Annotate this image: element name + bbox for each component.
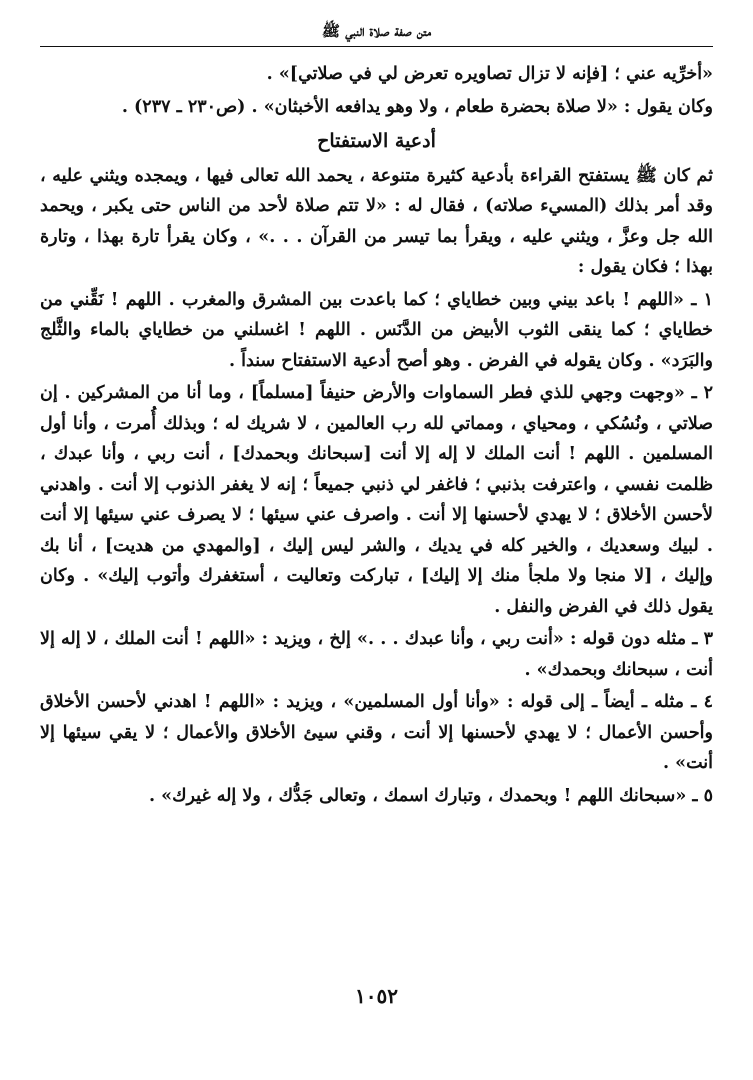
dua-item-2: ٢ ـ «وجهت وجهي للذي فطر السماوات والأرض حنيفاً [مسلماً] ، وما أنا من المشركين . إن صلاتي ، ونُسُكي ، ومحياي ، ومماتي لله رب العالمين ، لا شريك له ؛ وبذلك أُمرت ، وأنا أول المسلمين . اللهم ! أنت الملك لا إله إلا أنت [سبحانك وبحمدك] ، أنت ربي ، وأنا عبدك ، ظلمت نفسي ، واعترفت بذنبي ؛ فاغفر لي ذنبي جميعاً ؛ إنه لا يغفر الذنوب إلا أنت . واهدني لأحسن الأخلاق ؛ لا يهدي لأحسنها إلا أنت . واصرف عني سيئها ؛ لا يصرف عني سيئها إلا أنت . لبيك وسعديك ، والخير كله في يديك ، والشر ليس إليك ، [والمهدي من هديت] ، أنا بك وإليك ، [لا منجا ولا ملجأ منك إلا إليك] ، تباركت وتعاليت ، أستغفرك وأتوب إليك» . وكان يقول ذلك في الفرض والنفل . (40, 383, 713, 617)
page-body (40, 59, 713, 811)
page-number: ١٠٥٢ (355, 984, 398, 1008)
dua-item-3: ٣ ـ مثله دون قوله : «أنت ربي ، وأنا عبدك . . .» إلخ ، ويزيد : «اللهم ! أنت الملك ، لا إله إلا أنت ، سبحانك وبحمدك» . (40, 629, 713, 680)
running-header: متن صفة صلاة النبي ﷺ (321, 22, 432, 40)
dua-item-5: ٥ ـ «سبحانك اللهم ! وبحمدك ، وتبارك اسمك ، وتعالى جَدُّك ، ولا إله غيرك» . (148, 785, 713, 806)
header-divider (40, 46, 713, 47)
paragraph-hadith-food: وكان يقول : «لا صلاة بحضرة طعام ، ولا وهو يدافعه الأخبثان» . (ص٢٣٠ ـ ٢٣٧) . (121, 96, 713, 117)
book-page (40, 18, 713, 1080)
paragraph-hadith-curtain: «أخرِّيه عني ؛ [فإنه لا تزال تصاويره تعرض لي في صلاتي]» . (266, 64, 713, 84)
dua-item-1: ١ ـ «اللهم ! باعد بيني وبين خطاياي ؛ كما باعدت بين المشرق والمغرب . اللهم ! نَقِّني من خطاياي ؛ كما ينقى الثوب الأبيض من الدَّنَس . اللهم ! اغسلني من خطاياي بالماء والثَّلج والبَرَد» . وكان يقوله في الفرض . وهو أصح أدعية الاستفتاح سنداً . (40, 289, 713, 371)
dua-item-4: ٤ ـ مثله ـ أيضاً ـ إلى قوله : «وأنا أول المسلمين» ، ويزيد : «اللهم ! اهدني لأحسن الأخلاق وأحسن الأعمال ؛ لا يهدي لأحسنها إلا أنت ، وقني سيئ الأخلاق والأعمال ؛ لا يقي سيئها إلا أنت» . (40, 692, 714, 773)
section-intro: ثم كان ﷺ يستفتح القراءة بأدعية كثيرة متنوعة ، يحمد الله تعالى فيها ، ويمجده ويثني عليه ، وقد أمر بذلك (المسيء صلاته) ، فقال له : «لا تتم صلاة لأحد من الناس حتى يكبر ، ويحمد الله جل وعزَّ ، ويثني عليه ، ويقرأ بما تيسر من القرآن . . .» ، وكان يقرأ تارة بهذا ، وتارة بهذا ؛ فكان يقول : (40, 165, 713, 277)
section-heading: أدعية الاستفتاح (317, 130, 436, 152)
